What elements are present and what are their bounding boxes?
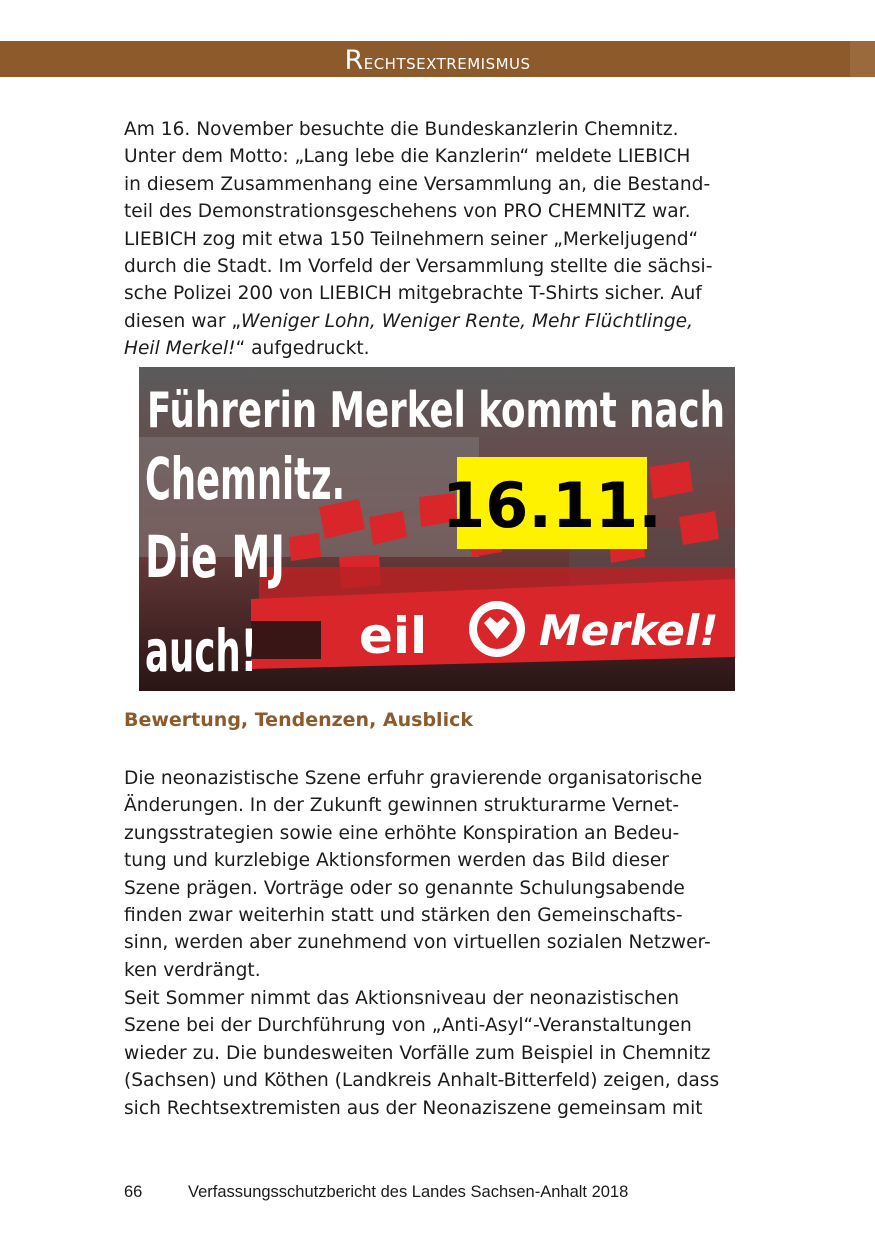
publication-title: Verfassungsschutzbericht des Landes Sachsen-Anhalt 2018 xyxy=(188,1183,629,1201)
paragraph-visit xyxy=(124,116,754,363)
poster-date: 16.11. xyxy=(442,469,662,542)
text-line: diesen war „Weniger Lohn, Weniger Rente, Mehr Flüchtlinge, xyxy=(124,310,694,332)
text-line: teil des Demonstrationsgeschehens von PRO CHEMNITZ war. xyxy=(124,201,691,223)
poster-headline: Führerin Merkel kommt nach xyxy=(147,382,725,439)
text-line: zungsstrategien sowie eine erhöhte Konspiration an Bedeu- xyxy=(124,822,680,844)
text-line: Am 16. November besuchte die Bundeskanzlerin Chemnitz. xyxy=(124,119,679,140)
text-line: sinn, werden aber zunehmend von virtuellen sozialen Netzwer- xyxy=(124,932,711,954)
poster-mj: Die MJ xyxy=(145,523,285,591)
text-line: durch die Stadt. Im Vorfeld der Versammlung stellte die sächsi- xyxy=(124,256,713,278)
text-line: finden zwar weiterhin statt und stärken den Gemeinschafts- xyxy=(124,905,683,927)
page-number: 66 xyxy=(124,1183,143,1201)
text-line: Die neonazistische Szene erfuhr gravierende organisatorische xyxy=(124,768,703,789)
banner-text-right: Merkel! xyxy=(539,606,719,655)
text-line: in diesem Zusammenhang eine Versammlung an, die Bestand- xyxy=(124,173,711,195)
paragraph-assessment xyxy=(124,765,754,984)
demonstration-photo xyxy=(139,367,735,691)
shirt-slogan: Weniger Lohn, Weniger Rente, Mehr Flüchtlinge, xyxy=(241,310,694,332)
text-line: Szene prägen. Vorträge oder so genannte Schulungsabende xyxy=(124,877,685,899)
black-flag xyxy=(251,621,321,659)
poster-city: Chemnitz. xyxy=(145,445,345,513)
text-line: LIEBICH zog mit etwa 150 Teilnehmern seiner „Merkeljugend“ xyxy=(124,228,699,250)
text-line: Heil Merkel!“ aufgedruckt. xyxy=(124,338,370,360)
text-line: wieder zu. Die bundesweiten Vorfälle zum Beispiel in Chemnitz xyxy=(124,1042,711,1064)
text-line: Szene bei der Durchführung von „Anti-Asyl“-Veranstaltungen xyxy=(124,1015,692,1037)
text-line: tung und kurzlebige Aktionsformen werden das Bild dieser xyxy=(124,850,669,872)
text-line: Unter dem Motto: „Lang lebe die Kanzlerin“ meldete LIEBICH xyxy=(124,146,691,168)
chapter-title: Rechtsextremismus xyxy=(344,45,531,76)
banner-text-left: eil xyxy=(359,607,428,665)
text-line: sche Polizei 200 von LIEBICH mitgebrachte T-Shirts sicher. Auf xyxy=(124,283,702,305)
text-line: (Sachsen) und Köthen (Landkreis Anhalt-Bitterfeld) zeigen, dass xyxy=(124,1070,720,1092)
text-line: ken verdrängt. xyxy=(124,959,261,981)
text-line: sich Rechtsextremisten aus der Neonaziszene gemeinsam mit xyxy=(124,1097,703,1119)
text-line: Seit Sommer nimmt das Aktionsniveau der neonazistischen xyxy=(124,988,680,1009)
poster-graphic xyxy=(139,367,735,691)
text-line: Änderungen. In der Zukunft gewinnen strukturarme Vernet- xyxy=(124,795,680,817)
section-heading: Bewertung, Tendenzen, Ausblick xyxy=(124,709,473,731)
poster-auch: auch! xyxy=(145,617,257,685)
paragraph-trends xyxy=(124,985,754,1122)
shirt-slogan-end: Heil Merkel! xyxy=(124,338,236,360)
